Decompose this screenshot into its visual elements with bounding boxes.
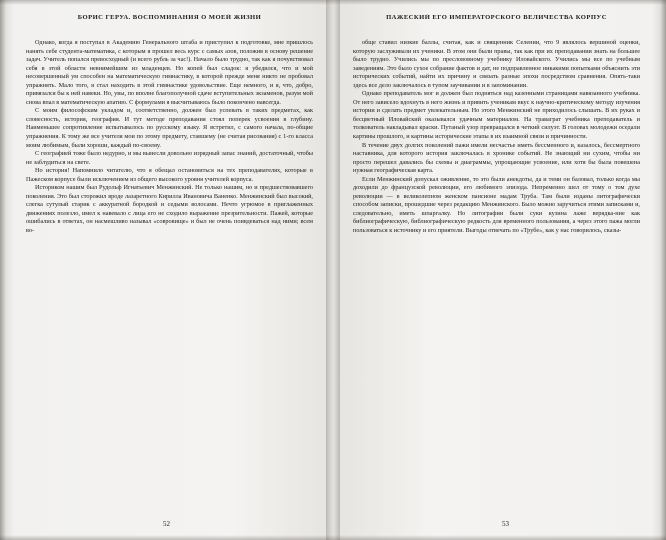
paragraph: Если Менжинский допускал оживление, то это были анекдоты, да и теми он баловал, только когда мы доходили до французской революции, его любимого эпизода. Непременно шел от тому о том духе революции — в великолепном женском пансионе мадам Труба. Там были изданы литографически способом записки, прошедшие через редакцию Менжинского. Было можно заручиться этими записками и, следовательно, иметь шпаргалку. Но литографии были суки кузина лаже верядка-ние как библиографическую, библиографическую редкость для временного пользования, а через этого пажа могли пользоваться к источнику и его приятели. Выгоды отвечать по «Трубе», как у нас говорилось, сказы-	[353, 175, 640, 235]
right-page-edge-shadow	[660, 0, 666, 540]
right-page-running-head: ПАЖЕСКИЙ ЕГО ИМПЕРАТОРСКОГО ВЕЛИЧЕСТВА КОРПУС	[386, 14, 607, 21]
paragraph: обще ставил низкие баллы, считая, как и священник Селении, что 9 являлось вершиной оценки, которую заслуживали их ученики. В этом они были правы, так как при их преподавании знать на большее было трудно. Учились мы по преслововному учебнику Иловайского. Учились мы все по учебным заведениям. Это было сухое собрание фактов и дат, не подправленное никакими попытками объяснить эти исторических событий, найти их причину и связать разные эпохи посредством сравнения. Опять-таки здесь все дело заключалось в тупом заучивании и в запоминании.	[353, 39, 640, 89]
paragraph: С моим философским укладом и, соответственно, должен был успевать в таких предметах, как словесность, история, география. И тут методе преподавания стоял поперек усвоения в глубину. Наименьшее сопротивление испытывалось по русскому языку. Я встретил, с самого начала, по-общие упражнения. К тому же все учителя мои по этому предмету, ставшему (не считая рисования) с 1-го класса моим любимым, были хороши, каждый по-своему.	[26, 107, 313, 149]
paragraph: Историком нашим был Рудольф Игнатьевич Менжинский. Не только нашим, но и предшествовавшего поколения. Это был сторожил вроде лазаретного Кирилла Ивановича Ваненко. Менжинский был высокий, слегка сутулый старик с аккуратной бородкой и седыми волосами. Нечто угрюмое в приглаженных движениях полезло, имел к навевало с лица его не сходило выражение презрительности. Пажей, которые ошибались в ответах, он насмешливо называл «совровище» и был не очень поивдеваться над ними; всем во-	[26, 184, 313, 235]
right-page-folio: 53	[502, 520, 509, 528]
paragraph: В течение двух долгих поколений пажи имели несчастье иметь бессменного и, казалось, бессмертного наставника, для которого история заключалась в хронике событий. Не знающий ни сухим, чтобы ни просто перешел давались бы схемы и диаграммы, упрощающие усвоение, или хотя бы была повешена нужная географическая карта.	[353, 141, 640, 175]
left-page-top-shadow	[0, 0, 333, 5]
paragraph: Однако, когда я поступал в Академию Генерального штаба и приступил к подготовке, мне пришлось нанять себе студента-математика, с которым я прошел весь курс с самых азов, положив в основу решение задач. Учитель попался превосходный (и всего рубль за час!). Начало было трудно, так как я почувствовал себя в этой области невнимейшим из младенцев. Но копей был сладок: я убедился, что и мой несовершенный ум способен на математическую гимнастику, в которой прежде меня никто не пробовал упражнять. Мало того, я стал находить в этой гимнастике удовольствие. Еще немного, и я, что, добро, привязался бы к ней навеки. Но, увы, по вполне благополучной сдаче вступительных экзаменов, разум мой снова впал в математическую апатию. С формулами я высчитываюсь было покончено навсегда.	[26, 39, 313, 106]
left-page-running-head: БОРИС ГЕРУА. ВОСПОМИНАНИЯ О МОЕЙ ЖИЗНИ	[77, 14, 262, 21]
right-page-top-shadow	[333, 0, 666, 5]
paragraph: С географией тоже было недурно, и мы вынесли довольно изрядный запас знаний, достаточный, чтобы не заблудиться на свете.	[26, 150, 313, 166]
left-page-edge-shadow	[0, 0, 6, 540]
right-page-bottom-shadow	[333, 535, 666, 540]
paragraph: Однако преподаватель мог и должен был подняться над казенными страницами навязанного учебника. От него зависело вдохнуть в него жизнь и привить ученикам вкус к научно-критическому методу изучения истории и сделать предмет увлекательным. Но этого Менжинский не приходилось слышать. В их руках и бесцветный Иловайский оказывался удачным материалом. На траваграт учебника преподаватель и толкователь накладывал краски. Путаный узор превращался в четкий силуэт. В головах молодежи оседали картины прошлого, и картины исторические этапы в их взаимной связи и причинности.	[353, 90, 640, 141]
right-page	[333, 0, 666, 540]
right-page-body	[353, 39, 640, 236]
left-page-folio: 52	[163, 520, 170, 528]
left-page-bottom-shadow	[0, 535, 333, 540]
left-page-body	[26, 39, 313, 236]
paragraph: Но история! Напомнило читателю, что я обещал остановиться на тех преподавателях, которые в Пажеском корпусе были исключением из общего высокого уровня учителей корпуса.	[26, 167, 313, 183]
